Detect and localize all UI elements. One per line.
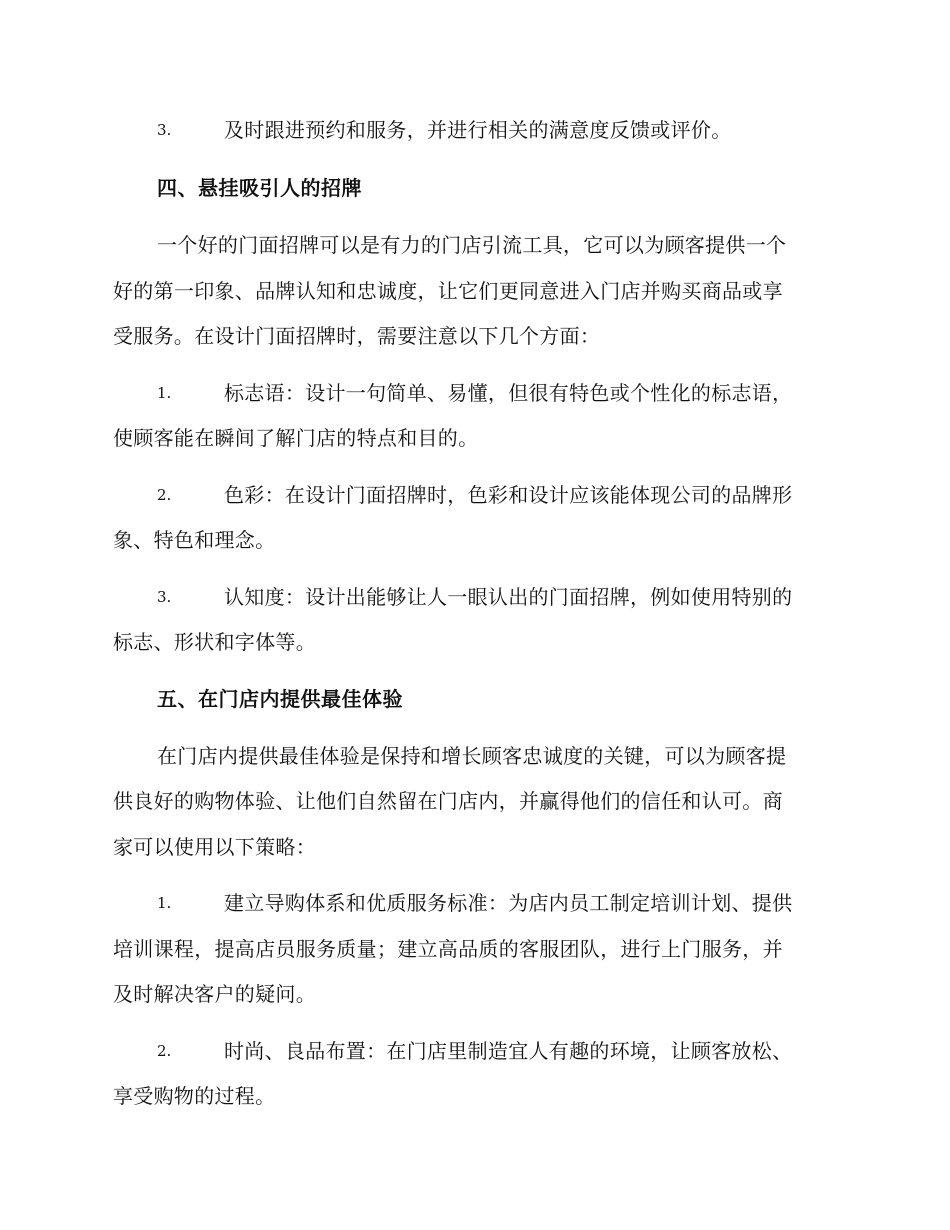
- list-number: 3.: [157, 588, 172, 606]
- paragraph-line: 一个好的门面招牌可以是有力的门店引流工具，它可以为顾客提供一个: [157, 233, 787, 257]
- paragraph-line: 好的第一印象、品牌认知和忠诚度，让它们更同意进入门店并购买商品或享: [113, 279, 783, 303]
- section-heading: 五、在门店内提供最佳体验: [157, 687, 403, 711]
- list-item-text: 及时跟进预约和服务，并进行相关的满意度反馈或评价。: [224, 118, 732, 142]
- paragraph-line: 受服务。在设计门面招牌时，需要注意以下几个方面：: [113, 324, 601, 348]
- list-item-text: 色彩：在设计门面招牌时，色彩和设计应该能体现公司的品牌形: [224, 483, 793, 507]
- list-item-text: 标志语：设计一句简单、易懂，但很有特色或个性化的标志语，: [224, 381, 793, 405]
- section-heading: 四、悬挂吸引人的招牌: [157, 176, 362, 200]
- paragraph-line: 供良好的购物体验、让他们自然留在门店内，并赢得他们的信任和认可。商: [113, 789, 783, 813]
- list-item-text: 象、特色和理念。: [113, 528, 276, 552]
- list-number: 1.: [157, 384, 172, 402]
- list-item-text: 建立导购体系和优质服务标准：为店内员工制定培训计划、提供: [224, 891, 793, 915]
- list-item-text: 享受购物的过程。: [113, 1084, 276, 1108]
- list-item-text: 使顾客能在瞬间了解门店的特点和目的。: [113, 426, 479, 450]
- list-item-text: 标志、形状和字体等。: [113, 630, 316, 654]
- list-number: 3.: [157, 121, 172, 139]
- list-item-text: 培训课程，提高店员服务质量；建立高品质的客服团队，进行上门服务，并: [113, 937, 783, 961]
- list-item-text: 认知度：设计出能够让人一眼认出的门面招牌，例如使用特别的: [224, 585, 793, 609]
- paragraph-line: 在门店内提供最佳体验是保持和增长顾客忠诚度的关键，可以为顾客提: [157, 744, 787, 768]
- list-number: 1.: [157, 894, 172, 912]
- list-item-text: 时尚、良品布置：在门店里制造宜人有趣的环境，让顾客放松、: [224, 1039, 793, 1063]
- list-number: 2.: [157, 1042, 172, 1060]
- paragraph-line: 家可以使用以下策略：: [113, 835, 316, 859]
- list-item-text: 及时解决客户的疑问。: [113, 982, 316, 1006]
- list-number: 2.: [157, 486, 172, 504]
